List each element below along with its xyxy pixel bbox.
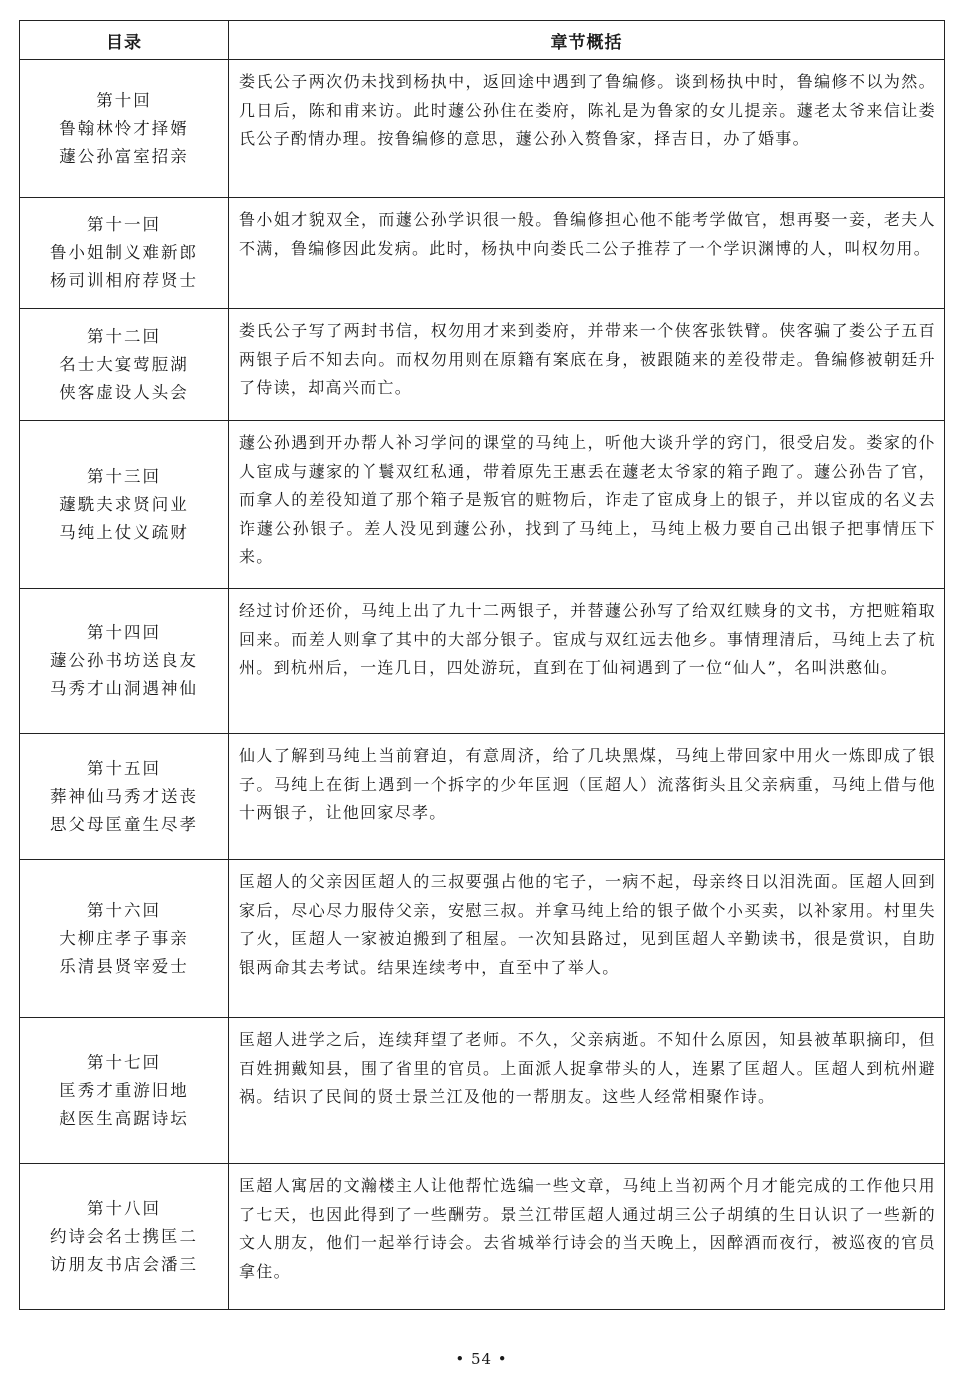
chapter-title-line-1: 鲁小姐制义难新郎 <box>50 243 198 262</box>
table-row <box>20 1164 945 1310</box>
table-row <box>20 734 945 860</box>
chapter-title-cell <box>20 589 229 734</box>
chapter-title-line-2: 马秀才山洞遇神仙 <box>50 679 198 698</box>
chapter-title-line-2: 思父母匡童生尽孝 <box>50 814 198 834</box>
chapter-number: 第十三回 <box>87 466 161 486</box>
chapter-number: 第十八回 <box>87 1198 161 1218</box>
chapter-title-line-2: 杨司训相府荐贤士 <box>50 271 198 290</box>
table-row <box>20 60 945 198</box>
chapter-title-line-1: 大柳庄孝子事亲 <box>59 928 189 948</box>
chapter-number: 第十七回 <box>87 1052 161 1072</box>
chapter-title-cell <box>20 1018 229 1164</box>
table-row <box>20 589 945 734</box>
header-summary: 章节概括 <box>229 21 945 60</box>
chapter-title-line-1: 蘧公孙书坊送良友 <box>50 651 198 670</box>
page-number: • 54 • <box>455 1350 508 1368</box>
chapter-title-line-2: 马纯上仗义疏财 <box>59 522 189 542</box>
chapter-title-line-2: 访朋友书店会潘三 <box>50 1254 198 1274</box>
chapter-summary: 仙人了解到马纯上当前窘迫，有意周济，给了几块黑煤，马纯上带回家中用火一炼即成了银子。马纯上在街上遇到一个拆字的少年匡迥（匡超人）流落街头且父亲病重，马纯上借与他十两银子，让他回家尽孝。 <box>229 734 945 860</box>
chapter-summary: 经过讨价还价，马纯上出了九十二两银子，并替蘧公孙写了给双红赎身的文书，方把赃箱取回来。而差人则拿了其中的大部分银子。宦成与双红远去他乡。事情理清后，马纯上去了杭州。到杭州后，一连几日，四处游玩，直到在丁仙祠遇到了一位“仙人”，名叫洪憨仙。 <box>229 589 945 734</box>
table-row <box>20 309 945 421</box>
chapter-title-cell <box>20 198 229 309</box>
chapter-summary: 匡超人进学之后，连续拜望了老师。不久，父亲病逝。不知什么原因，知县被革职摘印，但百姓拥戴知县，围了省里的官员。上面派人捉拿带头的人，连累了匡超人。匡超人到杭州避祸。结识了民间的贤士景兰江及他的一帮朋友。这些人经常相聚作诗。 <box>229 1018 945 1164</box>
table-row <box>20 198 945 309</box>
chapter-title-line-1: 蘧駪夫求贤问业 <box>59 494 189 514</box>
chapter-title-cell <box>20 1164 229 1310</box>
table-row <box>20 860 945 1018</box>
table-row <box>20 1018 945 1164</box>
chapter-title-cell <box>20 734 229 860</box>
chapter-number: 第十二回 <box>87 326 161 346</box>
chapter-title-line-2: 乐清县贤宰爱士 <box>59 956 189 976</box>
chapter-summary: 匡超人的父亲因匡超人的三叔要强占他的宅子，一病不起，母亲终日以泪洗面。匡超人回到家后，尽心尽力服侍父亲，安慰三叔。并拿马纯上给的银子做个小买卖，以补家用。村里失了火，匡超人一家被迫搬到了租屋。一次知县路过，见到匡超人辛勤读书，很是赏识，自助银两命其去考试。结果连续考中，直至中了举人。 <box>229 860 945 1018</box>
table-row <box>20 421 945 589</box>
chapter-title-line-1: 约诗会名士携匡二 <box>50 1226 198 1246</box>
table-header-row <box>20 21 945 60</box>
chapter-title-line-1: 鲁翰林怜才择婿 <box>59 118 189 138</box>
chapter-number: 第十五回 <box>87 758 161 778</box>
chapter-summary: 娄氏公子写了两封书信，权勿用才来到娄府，并带来一个侠客张铁臂。侠客骗了娄公子五百两银子后不知去向。而权勿用则在原籍有案底在身，被跟随来的差役带走。鲁编修被朝廷升了侍读，却高兴而亡。 <box>229 309 945 421</box>
chapter-title-cell <box>20 421 229 589</box>
chapter-number: 第十四回 <box>87 623 161 642</box>
chapter-title-cell <box>20 309 229 421</box>
chapter-number: 第十回 <box>96 90 152 110</box>
chapter-summary: 匡超人寓居的文瀚楼主人让他帮忙选编一些文章，马纯上当初两个月才能完成的工作他只用了七天，也因此得到了一些酬劳。景兰江带匡超人通过胡三公子胡缜的生日认识了一些新的文人朋友，他们一起举行诗会。去省城举行诗会的当天晚上，因醉酒而夜行，被巡夜的官员拿住。 <box>229 1164 945 1310</box>
chapter-number: 第十一回 <box>87 215 161 234</box>
chapter-summary-table <box>19 20 945 1310</box>
chapter-summary: 娄氏公子两次仍未找到杨执中，返回途中遇到了鲁编修。谈到杨执中时，鲁编修不以为然。几日后，陈和甫来访。此时蘧公孙住在娄府，陈礼是为鲁家的女儿提亲。蘧老太爷来信让娄氏公子酌情办理。按鲁编修的意思，蘧公孙入赘鲁家，择吉日，办了婚事。 <box>229 60 945 198</box>
chapter-number: 第十六回 <box>87 900 161 920</box>
header-toc: 目录 <box>20 21 229 60</box>
chapter-title-line-2: 蘧公孙富室招亲 <box>59 146 189 166</box>
chapter-title-line-1: 葬神仙马秀才送丧 <box>50 786 198 806</box>
chapter-summary: 蘧公孙遇到开办帮人补习学问的课堂的马纯上，听他大谈升学的窍门，很受启发。娄家的仆人宦成与蘧家的丫鬟双红私通，带着原先王惠丢在蘧老太爷家的箱子跑了。蘧公孙告了官，而拿人的差役知道了那个箱子是叛官的赃物后，诈走了宦成身上的银子，并以宦成的名义去诈蘧公孙银子。差人没见到蘧公孙，找到了马纯上，马纯上极力要自己出银子把事情压下来。 <box>229 421 945 589</box>
chapter-title-line-1: 名士大宴莺脰湖 <box>59 354 189 374</box>
chapter-title-line-1: 匡秀才重游旧地 <box>59 1080 189 1100</box>
chapter-title-line-2: 侠客虚设人头会 <box>59 382 189 402</box>
chapter-title-cell <box>20 60 229 198</box>
chapter-summary: 鲁小姐才貌双全，而蘧公孙学识很一般。鲁编修担心他不能考学做官，想再娶一妾，老夫人不满，鲁编修因此发病。此时，杨执中向娄氏二公子推荐了一个学识渊博的人，叫权勿用。 <box>229 198 945 309</box>
chapter-title-line-2: 赵医生高踞诗坛 <box>59 1108 189 1128</box>
chapter-title-cell <box>20 860 229 1018</box>
